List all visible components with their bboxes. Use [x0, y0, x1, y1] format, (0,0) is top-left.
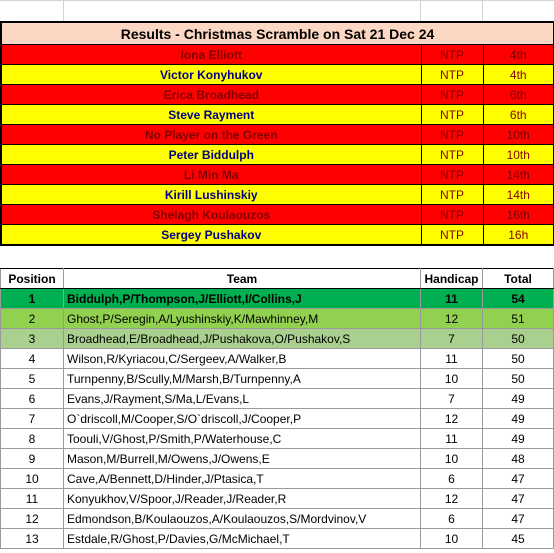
table-row: [1, 469, 554, 489]
cell-position: 11: [1, 489, 64, 509]
ntp-award: NTP: [421, 165, 483, 185]
ntp-player-name: Erica Broadhead: [1, 85, 421, 105]
ntp-award: NTP: [421, 185, 483, 205]
table-row: [1, 289, 554, 309]
ntp-results-table: [0, 21, 554, 246]
ntp-row: [1, 105, 554, 125]
cell-total: 50: [483, 349, 554, 369]
cell-total: 49: [483, 429, 554, 449]
ntp-player-name: No Player on the Green: [1, 125, 421, 145]
cell-team: Evans,J/Rayment,S/Ma,L/Evans,L: [64, 389, 421, 409]
ntp-row: [1, 225, 554, 246]
cell-team: Wilson,R/Kyriacou,C/Sergeev,A/Walker,B: [64, 349, 421, 369]
table-row: [1, 309, 554, 329]
cell-team: O`driscoll,M/Cooper,S/O`driscoll,J/Cooper,P: [64, 409, 421, 429]
cell-handicap: 11: [421, 349, 483, 369]
table-row: [1, 509, 554, 529]
cell-team: Mason,M/Burrell,M/Owens,J/Owens,E: [64, 449, 421, 469]
cell-handicap: 6: [421, 469, 483, 489]
cell-total: 54: [483, 289, 554, 309]
ntp-award: NTP: [421, 65, 483, 85]
ntp-player-name: Victor Konyhukov: [1, 65, 421, 85]
cell-position: 9: [1, 449, 64, 469]
ntp-award: NTP: [421, 205, 483, 225]
cell-total: 47: [483, 509, 554, 529]
cell-total: 47: [483, 489, 554, 509]
cell-handicap: 11: [421, 289, 483, 309]
table-row: [1, 329, 554, 349]
cell-team: Biddulph,P/Thompson,J/Elliott,I/Collins,J: [64, 289, 421, 309]
ntp-hole: 6th: [483, 85, 554, 105]
table-row: [1, 449, 554, 469]
ntp-award: NTP: [421, 45, 483, 65]
ntp-hole: 16th: [483, 205, 554, 225]
cell-team: Broadhead,E/Broadhead,J/Pushakova,O/Pushakov,S: [64, 329, 421, 349]
ntp-award: NTP: [421, 145, 483, 165]
ntp-row: [1, 85, 554, 105]
cell-handicap: 11: [421, 429, 483, 449]
cell-team: Cave,A/Bennett,D/Hinder,J/Ptasica,T: [64, 469, 421, 489]
table-row: [1, 409, 554, 429]
header-total: Total: [483, 269, 554, 289]
ntp-row: [1, 205, 554, 225]
header-team: Team: [64, 269, 421, 289]
ntp-player-name: Steve Rayment: [1, 105, 421, 125]
ntp-row: [1, 65, 554, 85]
cell-position: 4: [1, 349, 64, 369]
table-row: [1, 349, 554, 369]
cell-total: 48: [483, 449, 554, 469]
cell-total: 49: [483, 389, 554, 409]
header-handicap: Handicap: [421, 269, 483, 289]
ntp-player-name: Li Min Ma: [1, 165, 421, 185]
cell-position: 12: [1, 509, 64, 529]
ntp-row: [1, 145, 554, 165]
ntp-player-name: Peter Biddulph: [1, 145, 421, 165]
ntp-award: NTP: [421, 105, 483, 125]
ntp-title-row: [1, 22, 554, 45]
cell-team: Konyukhov,V/Spoor,J/Reader,J/Reader,R: [64, 489, 421, 509]
table-row: [1, 529, 554, 549]
cell-total: 51: [483, 309, 554, 329]
ntp-award: NTP: [421, 85, 483, 105]
results-header-row: [1, 269, 554, 289]
team-results-table: [0, 268, 554, 549]
ntp-player-name: Sergey Pushakov: [1, 225, 421, 246]
cell-team: Estdale,R/Ghost,P/Davies,G/McMichael,T: [64, 529, 421, 549]
cell-team: Toouli,V/Ghost,P/Smith,P/Waterhouse,C: [64, 429, 421, 449]
ntp-player-name: Shelagh Koulaouzos: [1, 205, 421, 225]
cell-position: 8: [1, 429, 64, 449]
table-row: [1, 429, 554, 449]
cell-position: 13: [1, 529, 64, 549]
cell-handicap: 12: [421, 409, 483, 429]
ntp-hole: 4th: [483, 65, 554, 85]
cell-total: 49: [483, 409, 554, 429]
cell-total: 47: [483, 469, 554, 489]
ntp-award: NTP: [421, 125, 483, 145]
cell-position: 1: [1, 289, 64, 309]
ntp-player-name: Iona Elliott: [1, 45, 421, 65]
header-position: Position: [1, 269, 64, 289]
ntp-hole: 10th: [483, 125, 554, 145]
cell-total: 50: [483, 369, 554, 389]
ntp-hole: 6th: [483, 105, 554, 125]
ntp-hole: 4th: [483, 45, 554, 65]
cell-team: Turnpenny,B/Scully,M/Marsh,B/Turnpenny,A: [64, 369, 421, 389]
cell-handicap: 7: [421, 389, 483, 409]
cell-position: 10: [1, 469, 64, 489]
ntp-hole: 14th: [483, 185, 554, 205]
results-title: Results - Christmas Scramble on Sat 21 Dec 24: [1, 22, 554, 45]
ntp-hole: 16h: [483, 225, 554, 246]
cell-handicap: 10: [421, 369, 483, 389]
ntp-row: [1, 45, 554, 65]
cell-total: 50: [483, 329, 554, 349]
cell-handicap: 10: [421, 529, 483, 549]
ntp-row: [1, 165, 554, 185]
cell-handicap: 6: [421, 509, 483, 529]
ntp-row: [1, 125, 554, 145]
ntp-row: [1, 185, 554, 205]
cell-handicap: 12: [421, 309, 483, 329]
cell-team: Edmondson,B/Koulaouzos,A/Koulaouzos,S/Mordvinov,V: [64, 509, 421, 529]
cell-handicap: 10: [421, 449, 483, 469]
table-row: [1, 369, 554, 389]
ntp-hole: 10th: [483, 145, 554, 165]
cell-handicap: 7: [421, 329, 483, 349]
ntp-hole: 14th: [483, 165, 554, 185]
cell-position: 6: [1, 389, 64, 409]
table-row: [1, 389, 554, 409]
ntp-player-name: Kirill Lushinskiy: [1, 185, 421, 205]
cell-position: 7: [1, 409, 64, 429]
ntp-award: NTP: [421, 225, 483, 246]
cell-handicap: 12: [421, 489, 483, 509]
sheet-gridlines: [0, 0, 554, 22]
cell-position: 3: [1, 329, 64, 349]
cell-total: 45: [483, 529, 554, 549]
cell-position: 2: [1, 309, 64, 329]
table-row: [1, 489, 554, 509]
cell-position: 5: [1, 369, 64, 389]
cell-team: Ghost,P/Seregin,A/Lyushinskiy,K/Mawhinney,M: [64, 309, 421, 329]
